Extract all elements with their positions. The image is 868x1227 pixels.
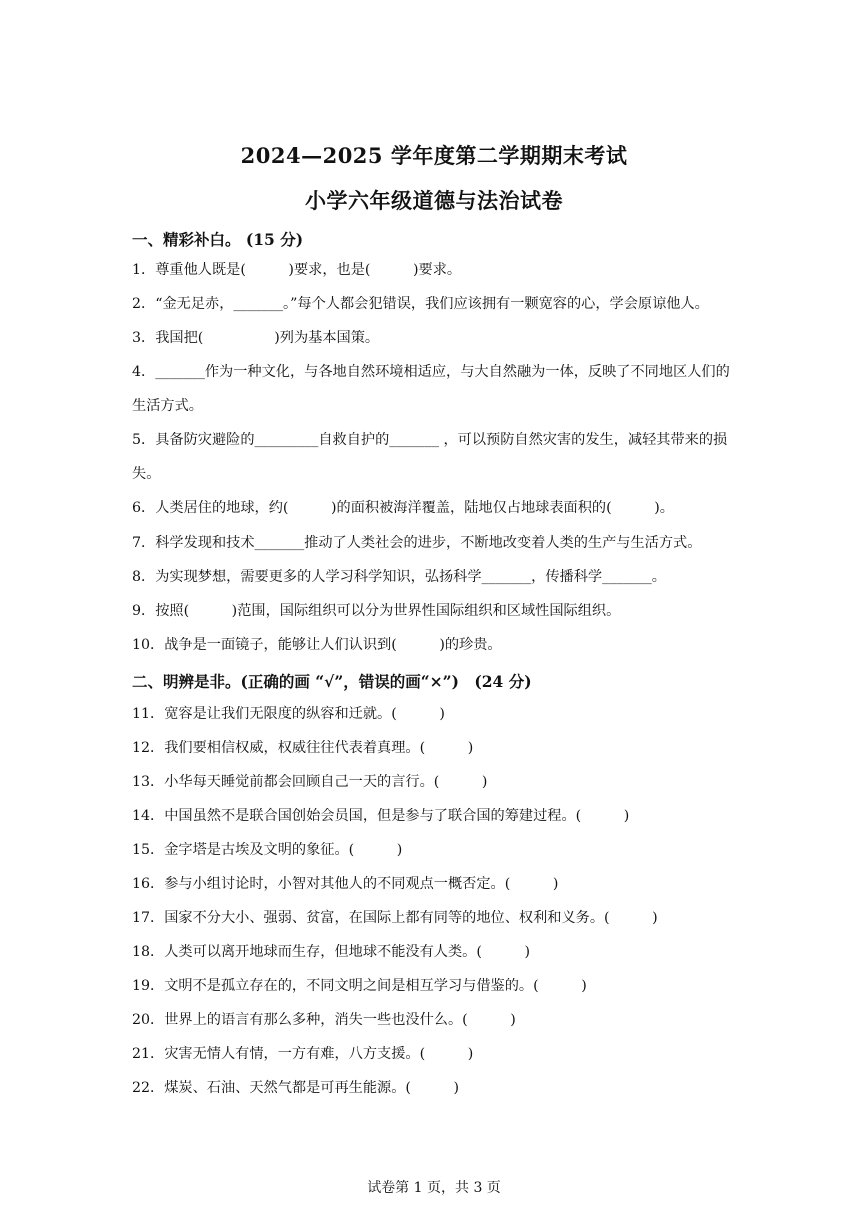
question-20: 20．世界上的语言有那么多种，消失一些也没什么。( ) — [132, 1012, 516, 1028]
question-16: 16．参与小组讨论时，小智对其他人的不同观点一概否定。( ) — [132, 876, 559, 892]
question-7: 7．科学发现和技术_______推动了人类社会的进步，不断地改变着人类的生产与生活方式。 — [132, 535, 702, 551]
question-9: 9．按照( )范围，国际组织可以分为世界性国际组织和区域性国际组织。 — [132, 603, 621, 619]
question-12: 12．我们要相信权威，权威往往代表着真理。( ) — [132, 740, 474, 756]
question-14: 14．中国虽然不是联合国创始会员国，但是参与了联合国的筹建过程。( ) — [132, 808, 630, 824]
question-11: 11．宽容是让我们无限度的纵容和迁就。( ) — [132, 706, 445, 722]
section-heading-true-false: 二、明辨是非。(正确的画 “√”，错误的画“×”) (24 分) — [132, 672, 532, 691]
question-13: 13．小华每天睡觉前都会回顾自己一天的言行。( ) — [132, 774, 488, 790]
question-21: 21．灾害无情人有情，一方有难，八方支援。( ) — [132, 1046, 474, 1062]
question-17: 17．国家不分大小、强弱、贫富，在国际上都有同等的地位、权利和义务。( ) — [132, 910, 658, 926]
question-8: 8．为实现梦想，需要更多的人学习科学知识，弘扬科学_______，传播科学_______。 — [132, 569, 666, 585]
question-3: 3．我国把( )列为基本国策。 — [132, 330, 380, 346]
question-1: 1．尊重他人既是( )要求，也是( )要求。 — [132, 262, 462, 278]
question-18: 18．人类可以离开地球而生存，但地球不能没有人类。( ) — [132, 944, 531, 960]
page-footer: 试卷第 1 页，共 3 页 — [367, 1180, 501, 1196]
question-22: 22．煤炭、石油、天然气都是可再生能源。( ) — [132, 1080, 460, 1096]
section-heading-fill-blank: 一、精彩补白。 (15 分) — [132, 230, 304, 249]
question-5: 5．具备防灾避险的_________自救自护的_______ ，可以预防自然灾害的发生，减轻其带来的损失。 — [132, 432, 728, 482]
question-2: 2．“金无足赤，_______。”每个人都会犯错误，我们应该拥有一颗宽容的心，学会原谅他人。 — [132, 296, 709, 312]
exam-subtitle: 小学六年级道德与法治试卷 — [305, 188, 563, 213]
question-10: 10．战争是一面镜子，能够让人们认识到( )的珍贵。 — [132, 637, 502, 653]
question-4: 4．_______作为一种文化，与各地自然环境相适应，与大自然融为一体，反映了不同地区人们的生活方式。 — [132, 364, 730, 414]
question-15: 15．金字塔是古埃及文明的象征。( ) — [132, 842, 403, 858]
question-19: 19．文明不是孤立存在的，不同文明之间是相互学习与借鉴的。( ) — [132, 978, 587, 994]
question-6: 6．人类居住的地球，约( )的面积被海洋覆盖，陆地仅占地球表面积的( )。 — [132, 500, 674, 516]
exam-title: 2024—2025 学年度第二学期期末考试 — [240, 143, 628, 168]
